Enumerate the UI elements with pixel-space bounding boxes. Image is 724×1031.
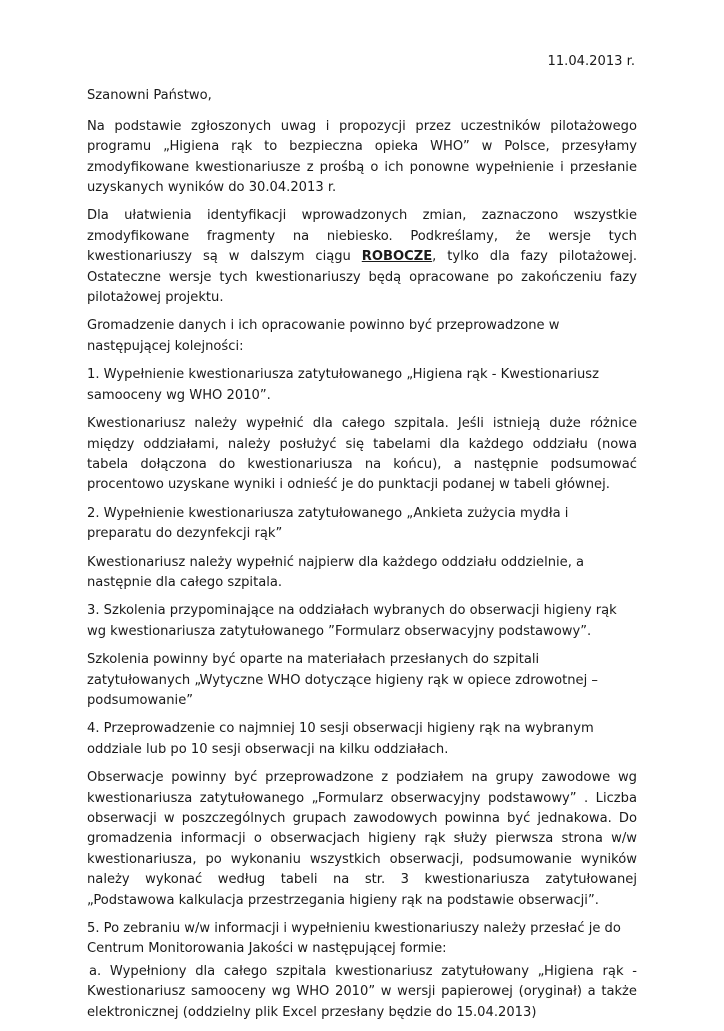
step-3-body: Szkolenia powinny być oparte na materiałach przesłanych do szpitali zatytułowanych „Wytyczne WHO dotyczące higieny rąk w opiece zdrowotnej – podsumowanie” (87, 652, 598, 708)
step-4-title: 4. Przeprowadzenie co najmniej 10 sesji obserwacji higieny rąk na wybranym oddziale lub po 10 sesji obserwacji na kilku oddziałach. (87, 721, 594, 757)
changes-note-text-end: , tylko dla fazy pilotażowej. Ostateczne wersje tych kwestionariuszy będą opracowane po zakończeniu fazy pilotażowej projektu. (87, 249, 637, 306)
step-5-subitem-a: a. Wypełniony dla całego szpitala kwestionariusz zatytułowany „Higiena rąk - Kwestionariusz samooceny wg WHO 2010” w wersji papierowej (oryginał) a także elektronicznej (oddzielny plik Excel przesłany będzie do 15.04.2013) (87, 963, 637, 1020)
changes-note-text-start: Dla ułatwienia identyfikacji wprowadzonych zmian, zaznaczono wszystkie zmodyfikowane fragmenty na niebiesko. Podkreślamy, że wersje tych kwestionariuszy są w dalszym ciągu (87, 208, 637, 265)
step-4-body: Obserwacje powinny być przeprowadzone z podziałem na grupy zawodowe wg kwestionariusza zatytułowanego „Formularz obserwacyjny podstawowy” . Liczba obserwacji w poszczególnych grupach zawodowych powinna być jednakowa. Do gromadzenia informacji o obserwacjach higieny rąk służy pierwsza strona w/w kwestionariusza, po wykonaniu wszystkich obserwacji, podsumowanie wyników należy wykonać według tabeli na str. 3 kwestionariusza zatytułowanej „Podstawowa kalkulacja przestrzegania higieny rąk na podstawie obserwacji”. (87, 770, 637, 908)
letter-page (87, 52, 637, 1031)
robocze-emphasis: ROBOCZE (361, 249, 433, 265)
step-2-title: 2. Wypełnienie kwestionariusza zatytułowanego „Ankieta zużycia mydła i preparatu do dezynfekcji rąk” (87, 505, 569, 542)
letter-date: 11.04.2013 r. (547, 54, 635, 69)
paragraph-intro: Na podstawie zgłoszonych uwag i propozycji przez uczestników pilotażowego programu „Higiena rąk to bezpieczna opieka WHO” w Polsce, przesyłamy zmodyfikowane kwestionariusze z prośbą o ich ponowne wypełnienie i przesłanie uzyskanych wyników do 30.04.2013 r. (87, 118, 637, 196)
step-5-title: 5. Po zebraniu w/w informacji i wypełnieniu kwestionariuszy należy przesłać je do Centrum Monitorowania Jakości w następującej formie: (87, 921, 621, 957)
paragraph-order-intro: Gromadzenie danych i ich opracowanie powinno być przeprowadzone w następującej kolejności: (87, 318, 560, 354)
paragraph-changes-note (87, 206, 637, 308)
step-3-title: 3. Szkolenia przypominające na oddziałach wybranych do obserwacji higieny rąk wg kwestionariusza zatytułowanego ”Formularz obserwacyjny podstawowy”. (87, 603, 617, 639)
step-1-body: Kwestionariusz należy wypełnić dla całego szpitala. Jeśli istnieją duże różnice między oddziałami, należy posłużyć się tabelami dla każdego oddziału (nowa tabela dołączona do kwestionariusza na końcu), a następnie podsumować procentowo uzyskane wyniki i odnieść je do punktacji podanej w tabeli głównej. (87, 416, 637, 493)
step-2-body: Kwestionariusz należy wypełnić najpierw dla każdego oddziału oddzielnie, a następnie dla całego szpitala. (87, 554, 585, 590)
step-1-title: 1. Wypełnienie kwestionariusza zatytułowanego „Higiena rąk - Kwestionariusz samooceny wg WHO 2010”. (87, 367, 599, 403)
letter-greeting: Szanowni Państwo, (87, 88, 212, 104)
